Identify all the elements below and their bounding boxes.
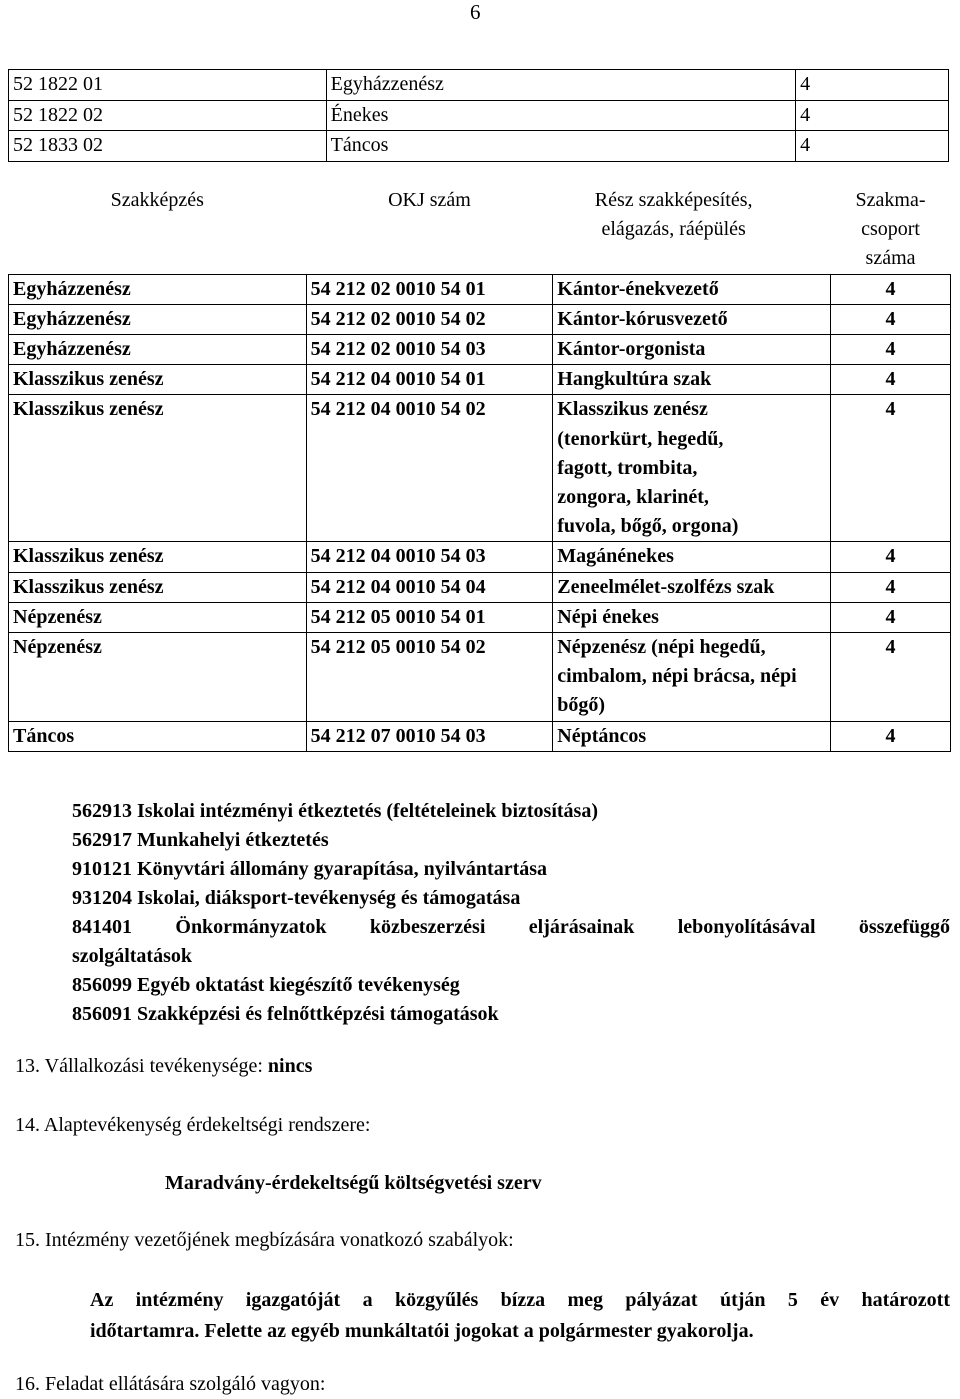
table-row: [9, 721, 951, 751]
table-row: [9, 131, 949, 162]
column-header: Szakma-csoport száma: [855, 189, 926, 270]
group-number-cell: 4: [831, 633, 951, 722]
table-row: [9, 602, 951, 632]
column-header: Szakképzés: [110, 189, 204, 211]
partial-qualification-cell: Népzenész (népi hegedű, cimbalom, népi brácsa, népi bőgő): [553, 633, 831, 722]
okj-number-cell: 54 212 05 0010 54 02: [306, 633, 553, 722]
group-number-cell: 4: [831, 365, 951, 395]
partial-qualification-cell: Klasszikus zenész (tenorkürt, hegedű, fagott, trombita, zongora, klarinét, fuvola, bőgő, orgona): [553, 395, 831, 542]
group-number-cell: 4: [831, 335, 951, 365]
training-cell: Klasszikus zenész: [9, 395, 307, 542]
table-row: [9, 542, 951, 572]
partial-qualification-cell: Néptáncos: [553, 721, 831, 751]
training-cell: Népzenész: [9, 633, 307, 722]
okj-number-cell: 54 212 04 0010 54 04: [306, 572, 553, 602]
list-item: 562917 Munkahelyi étkeztetés: [72, 829, 329, 851]
section-14-label: 14. Alaptevékenység érdekeltségi rendszere:: [15, 1114, 371, 1136]
section-15-line-2: időtartamra. Felette az egyéb munkáltatói jogokat a polgármester gyakorolja.: [90, 1320, 754, 1342]
group-number-cell: 4: [831, 721, 951, 751]
training-cell: Népzenész: [9, 602, 307, 632]
okj-number-cell: 54 212 02 0010 54 02: [306, 304, 553, 334]
training-cell: Klasszikus zenész: [9, 572, 307, 602]
list-item: szolgáltatások: [72, 945, 192, 967]
page-number: 6: [470, 0, 481, 24]
training-cell: Egyházzenész: [9, 304, 307, 334]
column-header: OKJ szám: [388, 189, 471, 211]
training-cell: Táncos: [9, 721, 307, 751]
group-number-cell: 4: [831, 602, 951, 632]
table-row: [9, 304, 951, 334]
group-number-cell: 4: [796, 70, 949, 101]
okj-number-cell: 54 212 02 0010 54 01: [306, 274, 553, 304]
group-number-cell: 4: [831, 304, 951, 334]
group-number-cell: 4: [796, 131, 949, 162]
training-cell: Klasszikus zenész: [9, 365, 307, 395]
table-row: [9, 335, 951, 365]
section-13-label: 13. Vállalkozási tevékenysége:: [15, 1055, 268, 1077]
okj-number-cell: 54 212 05 0010 54 01: [306, 602, 553, 632]
partial-qualification-cell: Magánénekes: [553, 542, 831, 572]
group-number-cell: 4: [831, 542, 951, 572]
table-row: [9, 365, 951, 395]
group-number-cell: 4: [831, 274, 951, 304]
table-header-row: [9, 186, 951, 274]
list-item: 841401 Önkormányzatok közbeszerzési eljárásainak lebonyolításával összefüggő: [72, 916, 950, 938]
column-header: Rész szakképesítés, elágazás, ráépülés: [594, 189, 753, 241]
partial-qualification-cell: Hangkultúra szak: [553, 365, 831, 395]
okj-code-cell: 52 1822 01: [9, 70, 327, 101]
okj-number-cell: 54 212 04 0010 54 03: [306, 542, 553, 572]
activity-list: [72, 797, 950, 1029]
partial-qualification-cell: Kántor-orgonista: [553, 335, 831, 365]
okj-number-cell: 54 212 07 0010 54 03: [306, 721, 553, 751]
okj-number-cell: 54 212 04 0010 54 02: [306, 395, 553, 542]
list-item: 856099 Egyéb oktatást kiegészítő tevékenység: [72, 974, 460, 996]
group-number-cell: 4: [796, 100, 949, 131]
vocational-training-table: [8, 186, 951, 752]
group-number-cell: 4: [831, 395, 951, 542]
qualification-code-table: [8, 69, 949, 162]
list-item: 856091 Szakképzési és felnőttképzési támogatások: [72, 1003, 499, 1025]
table-row: [9, 274, 951, 304]
section-15-line-1: Az intézmény igazgatóját a közgyűlés bízza meg pályázat útján 5 év határozott: [90, 1289, 950, 1311]
section-15-label: 15. Intézmény vezetőjének megbízására vonatkozó szabályok:: [15, 1229, 514, 1251]
section-13: [15, 1055, 312, 1078]
table-row: [9, 395, 951, 542]
partial-qualification-cell: Kántor-kórusvezető: [553, 304, 831, 334]
section-16-label: 16. Feladat ellátására szolgáló vagyon:: [15, 1373, 326, 1395]
table-row: [9, 100, 949, 131]
okj-number-cell: 54 212 02 0010 54 03: [306, 335, 553, 365]
table-row: [9, 633, 951, 722]
section-14-value: Maradvány-érdekeltségű költségvetési szerv: [165, 1172, 542, 1194]
group-number-cell: 4: [831, 572, 951, 602]
training-cell: Egyházzenész: [9, 335, 307, 365]
qualification-name-cell: Egyházzenész: [326, 70, 796, 101]
training-cell: Klasszikus zenész: [9, 542, 307, 572]
partial-qualification-cell: Kántor-énekvezető: [553, 274, 831, 304]
list-item: 931204 Iskolai, diáksport-tevékenység és támogatása: [72, 887, 521, 909]
section-13-value: nincs: [267, 1055, 313, 1077]
table-row: [9, 572, 951, 602]
qualification-name-cell: Énekes: [326, 100, 796, 131]
qualification-name-cell: Táncos: [326, 131, 796, 162]
okj-number-cell: 54 212 04 0010 54 01: [306, 365, 553, 395]
training-cell: Egyházzenész: [9, 274, 307, 304]
okj-code-cell: 52 1822 02: [9, 100, 327, 131]
okj-code-cell: 52 1833 02: [9, 131, 327, 162]
list-item: 910121 Könyvtári állomány gyarapítása, nyilvántartása: [72, 858, 548, 880]
list-item: 562913 Iskolai intézményi étkeztetés (feltételeinek biztosítása): [72, 800, 598, 822]
section-15-text: [90, 1285, 950, 1347]
table-row: [9, 70, 949, 101]
partial-qualification-cell: Zeneelmélet-szolfézs szak: [553, 572, 831, 602]
partial-qualification-cell: Népi énekes: [553, 602, 831, 632]
